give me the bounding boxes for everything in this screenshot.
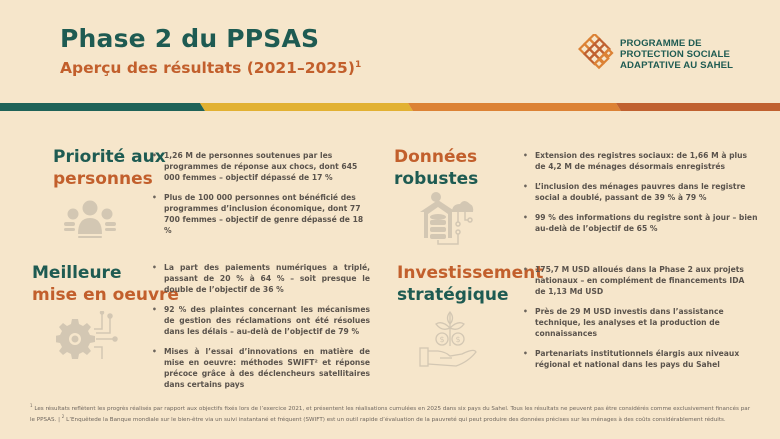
section-title-line2: robustes [394,169,479,189]
section-investment [397,262,543,306]
bullet-list-data [523,150,759,243]
svg-text:$: $ [439,335,445,344]
section-data [394,146,478,190]
list-item: • La part des paiements numériques a triplé, passant de 20 % à 64 % – soit presque le double de l’objectif de 36 % [152,262,370,295]
hand-money-plant-icon [416,306,480,368]
people-group-icon [62,200,118,240]
section-people [53,146,166,190]
bullet-list-implementation [152,262,370,399]
band-segment-yellow [200,103,413,111]
band-segment-orange [408,103,621,111]
list-item: • Plus de 100 000 personnes ont bénéficié des programmes d’inclusion économique, dont 77 700 femmes – objectif de genre dépassé de 18 % [152,192,370,236]
band-segment-green [0,103,205,111]
list-item: • Partenariats institutionnels élargis aux niveaux régional et national dans les pays du Sahel [523,348,755,370]
footnote: $^1$ Les résultats reflètent les progrès réalisés par rapport aux objectifs fixés lors de l’exercice 2021, et présentent les réalisations cumulées en 2025 dans six pays du Sahel. Tous les résultats ne peuvent pas être considérés comme exclusivement financés par le PPSAS. | $^2$ L’Enquêtede la Banque mondiale sur le bien-être via un suivi instantané et fréquent (SWIFT) est un outil rapide d’évaluation de la pauvreté qui peut produire des données précises sur les ménages à des coûts considérablement réduits. [30,403,751,424]
gear-circuit-icon [56,311,118,361]
section-title-line1: Données [394,147,478,167]
band-segment-rust [616,103,780,111]
database-cloud-icon [418,190,474,248]
color-band-divider [0,103,780,111]
list-item: • 92 % des plaintes concernant les mécanismes de gestion des réclamations ont été résolues dans les délais – au-delà de l’objectif de 79 % [152,304,370,337]
bullet-list-people [152,150,370,245]
section-title-line2: personnes [53,169,153,189]
section-title-line2: stratégique [397,285,509,305]
page-title: Phase 2 du PPSAS [60,24,320,53]
section-title-line1: Priorité aux [53,147,166,167]
list-item: • 1,26 M de personnes soutenues par les programmes de réponse aux chocs, dont 645 000 femmes – objectif dépassé de 17 % [152,150,370,183]
page-subtitle: Aperçu des résultats (2021–2025)$^1$ [60,59,362,77]
section-title-line2: mise en oeuvre [32,285,179,305]
list-item: • 175,7 M USD alloués dans la Phase 2 aux projets nationaux – en complément de financements IDA de 1,13 Md USD [523,264,755,297]
list-item: • Mises à l’essai d’innovations en matière de mise en oeuvre: méthodes SWIFT² et réponse précoce grâce à des déclencheurs satellitaires dans certains pays [152,346,370,390]
endless-knot-icon [578,34,614,74]
section-title-line1: Investissement [397,263,544,283]
svg-text:$: $ [455,335,461,344]
ppsas-logo [578,34,733,74]
list-item: • Extension des registres sociaux: de 1,66 M à plus de 4,2 M de ménages désormais enregistrés [523,150,759,172]
section-title-line1: Meilleure [32,263,122,283]
logo-text: PROGRAMME DE PROTECTION SOCIALE ADAPTATIVE AU SAHEL [620,37,734,71]
list-item: • Près de 29 M USD investis dans l’assistance technique, les analyses et la production de connaissances [523,306,755,339]
bullet-list-investment [523,264,755,379]
list-item: • 99 % des informations du registre sont à jour – bien au-delà de l’objectif de 65 % [523,212,759,234]
list-item: • L’inclusion des ménages pauvres dans le registre social a doublé, passant de 39 % à 79 % [523,181,759,203]
